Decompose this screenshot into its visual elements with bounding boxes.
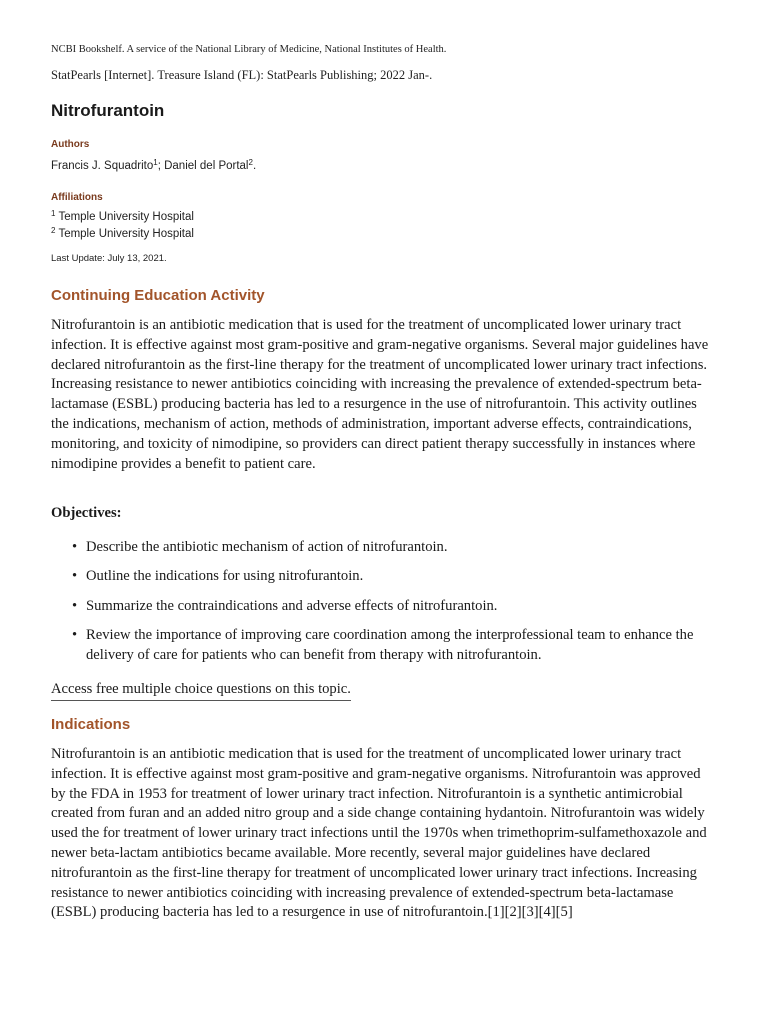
article-title: Nitrofurantoin [51,101,165,120]
authors-line [51,160,256,172]
author-affiliation-marker: 2 [248,158,253,167]
objective-item [51,567,715,587]
affiliation-marker: 1 [51,209,56,218]
objective-item [51,597,715,617]
objective-item [51,538,715,558]
objective-text: Summarize the contraindications and adverse effects of nitrofurantoin. [86,598,498,614]
section-heading-indications: Indications [51,716,131,733]
access-questions-link[interactable]: Access free multiple choice questions on this topic. [51,680,351,701]
citation-line: StatPearls [Internet]. Treasure Island (FL): StatPearls Publishing; 2022 Jan-. [51,68,433,82]
objective-item [51,626,715,666]
last-update: Last Update: July 13, 2021. [51,253,167,264]
affiliation-text: Temple University Hospital [55,228,194,240]
objective-text: Review the importance of improving care coordination among the interprofessional team to enhance the delivery of care for patients who can benefit from therapy with nitrofurantoin. [86,627,694,663]
bullet-icon: • [72,568,78,584]
author-separator: . [252,160,257,172]
bullet-icon: • [72,598,78,614]
affiliation-text: Temple University Hospital [55,211,194,223]
bullet-icon: • [72,627,78,643]
affiliation-marker: 2 [51,226,56,235]
author-link[interactable]: Francis J. Squadrito [51,160,154,172]
affiliations-label: Affiliations [51,192,103,203]
provider-line: NCBI Bookshelf. A service of the National Library of Medicine, National Institutes of Health. [51,44,447,55]
author-affiliation-marker: 1 [153,158,158,167]
author-separator: ; [157,160,165,172]
objectives-label: Objectives: [51,505,122,521]
affiliation-item [51,228,194,240]
section-heading-continuing-education: Continuing Education Activity [51,287,265,304]
continuing-education-paragraph: Nitrofurantoin is an antibiotic medication that is used for the treatment of uncomplicated lower urinary tract infection. It is effective against most gram-positive and gram-negative organisms. Several major guidelines have declared nitrofurantoin as the first-line therapy for the treatment of uncomplicated lower urinary tract infections. Increasing resistance to newer antibiotics coinciding with increasing the prevalence of extended-spectrum beta-lactamase (ESBL) producing bacteria has led to a resurgence in the use of nitrofurantoin. This activity outlines the indications, mechanism of action, methods of administration, important adverse effects, contraindications, monitoring, and toxicity of nimodipine, so providers can direct patient therapy successfully in instances where nimodipine provides a benefit to patient care. [51,317,709,472]
authors-label: Authors [51,139,90,150]
affiliation-item [51,211,194,223]
indications-paragraph: Nitrofurantoin is an antibiotic medication that is used for the treatment of uncomplicated lower urinary tract infection. It is effective against most gram-positive and gram-negative organisms. Nitrofurantoin was approved by the FDA in 1953 for treatment of lower urinary tract infection. Nitrofurantoin is a synthetic antimicrobial created from furan and an added nitro group and a side change containing hydantoin. Nitrofurantoin was widely used the for treatment of lower urinary tract infections until the 1970s when trimethoprim-sulfamethoxazole and newer beta-lactam antibiotics became available. More recently, several major guidelines have declared nitrofurantoin as the first-line therapy for treatment of uncomplicated lower urinary tract infections. Increasing resistance to newer antibiotics coinciding with increasing prevalence of extended-spectrum beta-lactamase (ESBL) producing bacteria has led to a resurgence in use of nitrofurantoin.[1][2][3][4][5] [51,746,707,921]
objective-text: Outline the indications for using nitrofurantoin. [86,568,364,584]
bullet-icon: • [72,539,78,555]
author-link[interactable]: Daniel del Portal [164,160,249,172]
objective-text: Describe the antibiotic mechanism of action of nitrofurantoin. [86,539,448,555]
